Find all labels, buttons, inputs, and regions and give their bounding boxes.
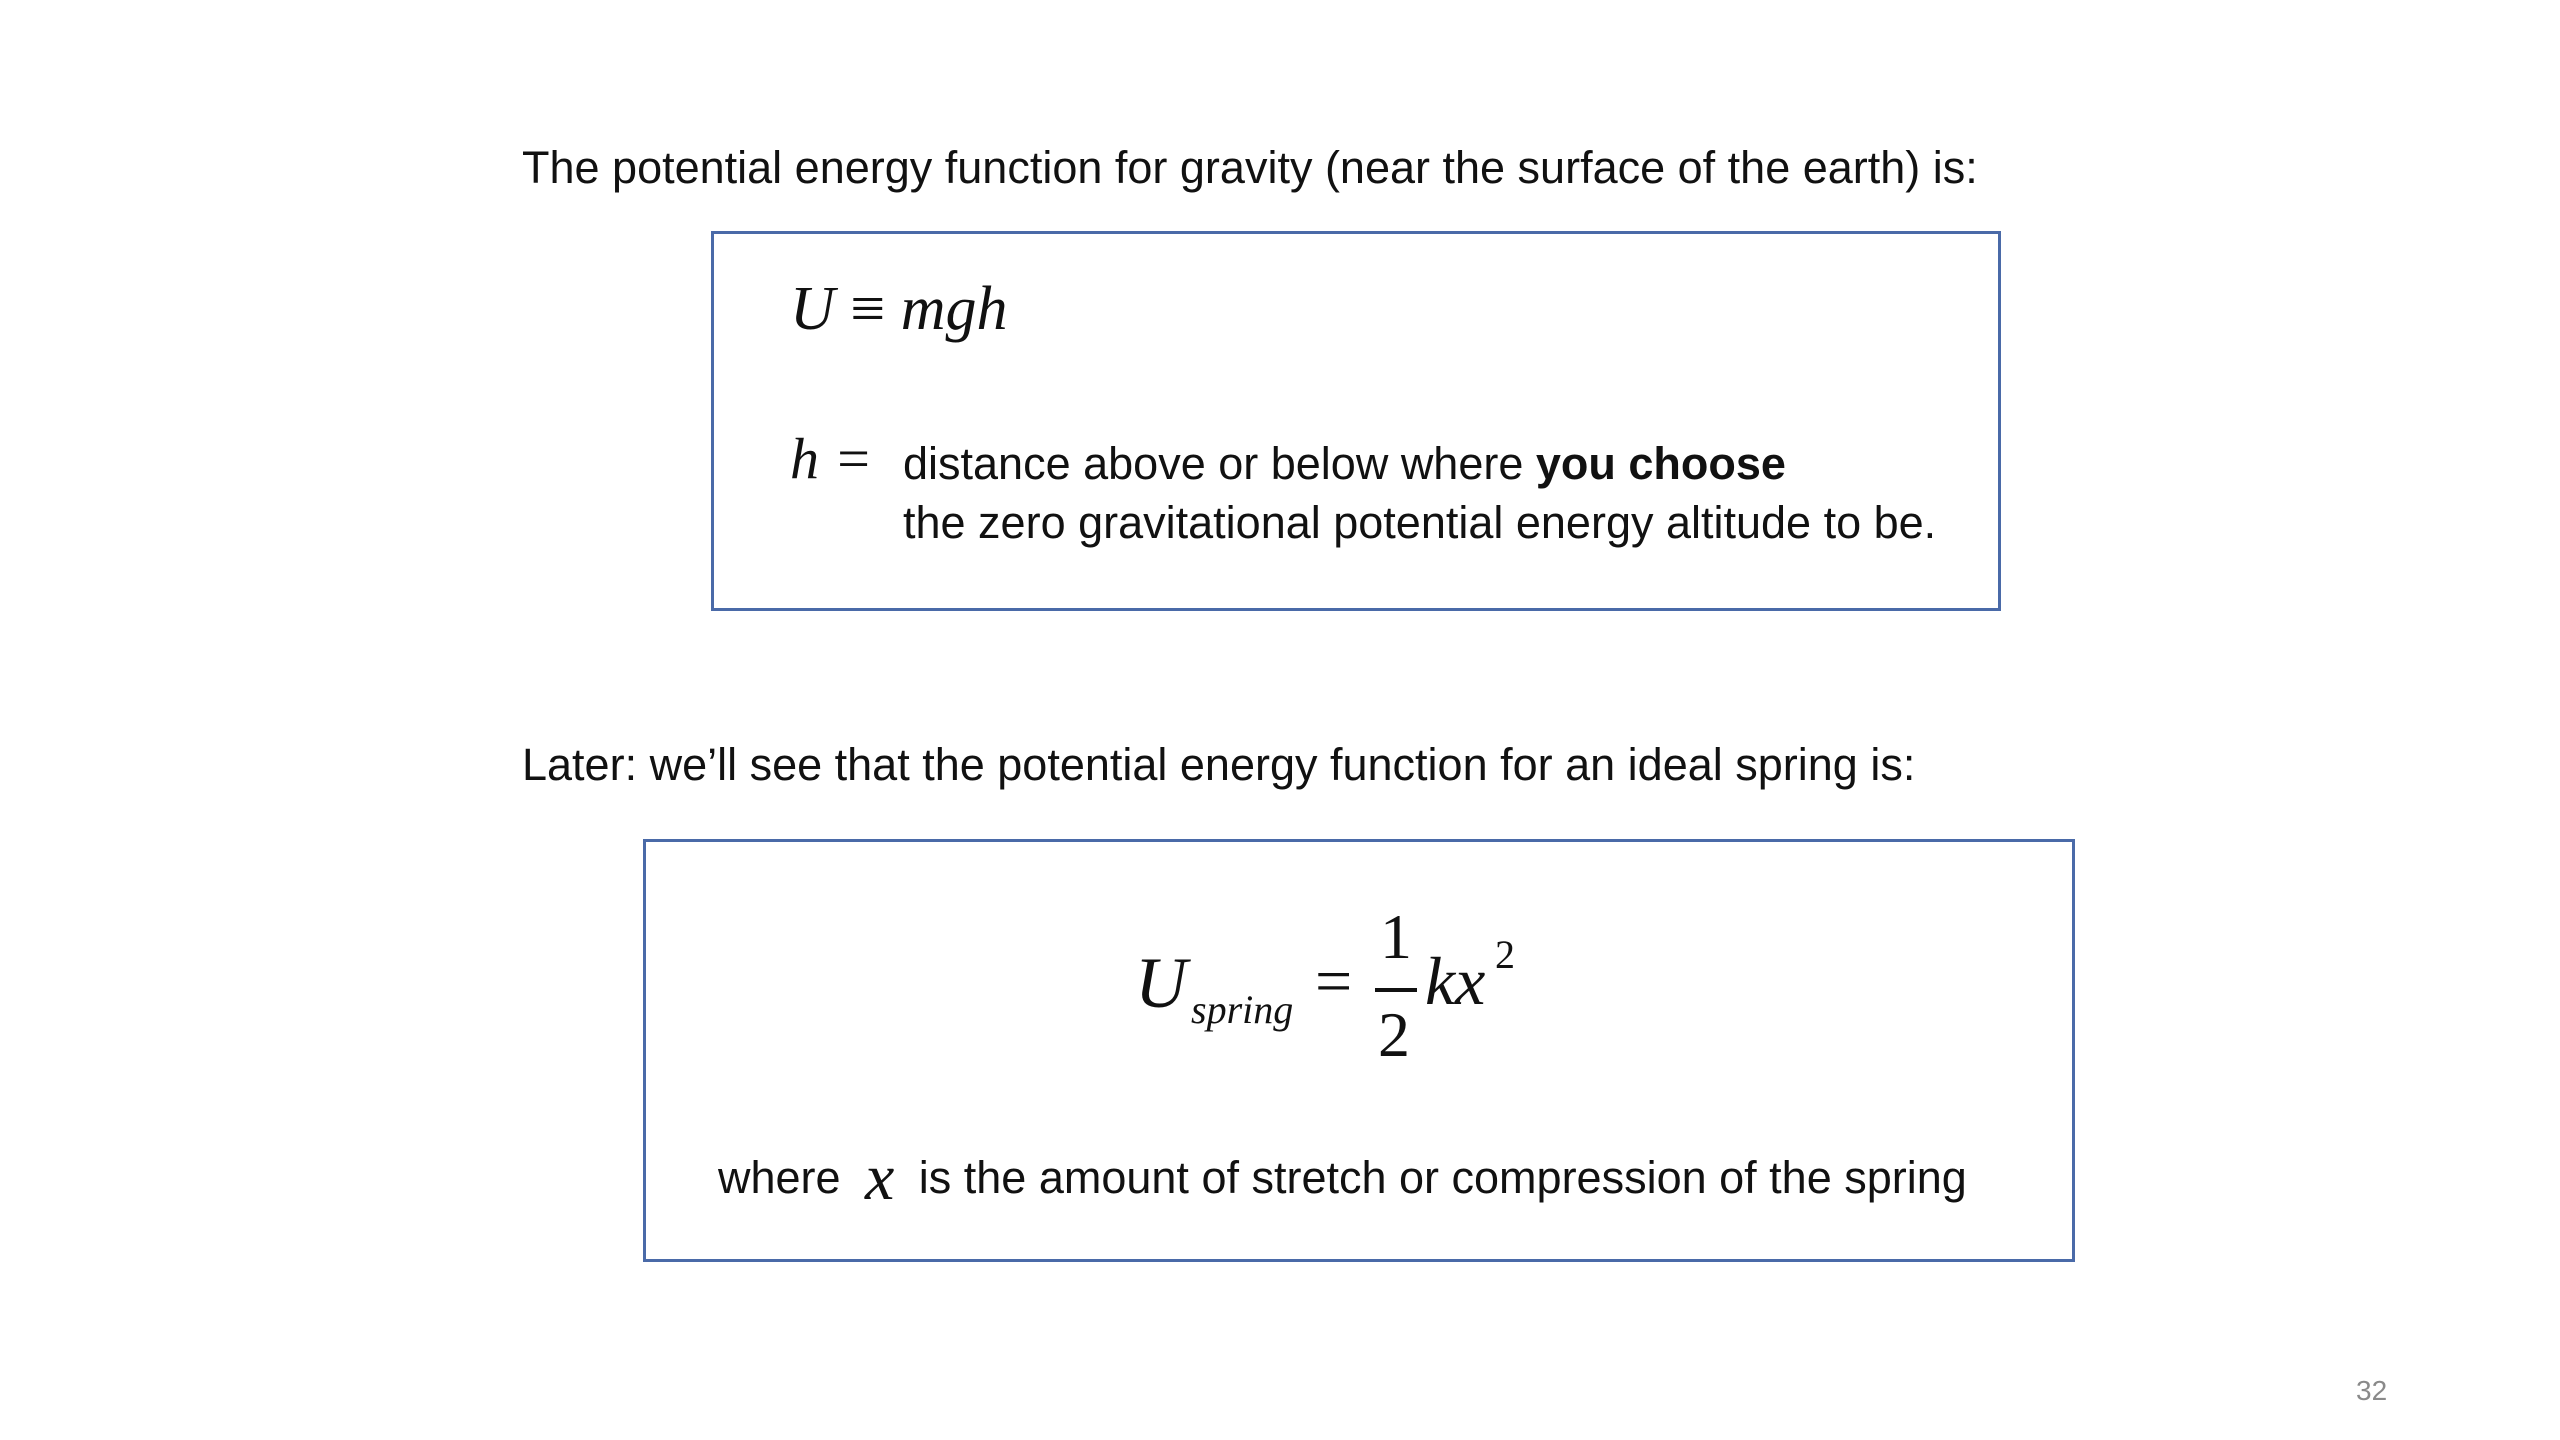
h-definition-prefix: distance above or below where [903, 438, 1536, 489]
fraction-denominator: 2 [1378, 999, 1410, 1070]
spring-equation-subscript: spring [1191, 987, 1294, 1032]
gravity-heading: The potential energy function for gravity (near the surface of the earth) is: [522, 142, 1978, 193]
h-definition-line-2: the zero gravitational potential energy altitude to be. [903, 497, 1937, 548]
where-variable: x [865, 1141, 895, 1214]
page-number: 32 [2356, 1375, 2388, 1406]
equation-lhs: U [790, 275, 835, 343]
h-label: h = [790, 426, 873, 491]
h-definition-line-1 [903, 438, 1786, 489]
spring-equation-exponent: 2 [1495, 932, 1515, 977]
where-line [718, 1140, 1967, 1214]
h-definition-bold: you choose [1535, 438, 1786, 489]
spring-equation-symbol: U [1135, 943, 1187, 1023]
spring-equation [1135, 901, 1555, 1085]
where-suffix: is the amount of stretch or compression of the spring [918, 1152, 1967, 1203]
where-prefix: where [718, 1152, 841, 1203]
equation-rhs: mgh [900, 275, 1008, 343]
spring-heading: Later: we’ll see that the potential energy function for an ideal spring is: [522, 739, 1916, 790]
spring-equation-variables: kx [1425, 943, 1486, 1019]
fraction-bar [1375, 988, 1417, 992]
equation-operator: ≡ [850, 275, 886, 343]
spring-equation-operator: = [1315, 945, 1353, 1018]
gravity-equation [790, 275, 1008, 343]
fraction-numerator: 1 [1380, 901, 1412, 972]
